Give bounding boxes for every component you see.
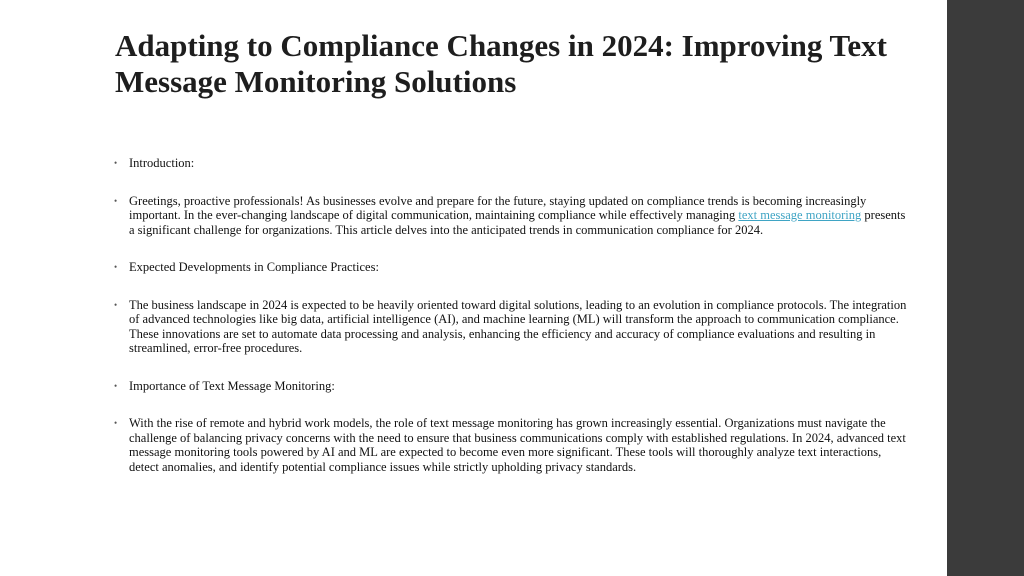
- text-message-monitoring-link[interactable]: text message monitoring: [738, 208, 862, 222]
- list-item: [114, 156, 914, 171]
- list-item: [114, 379, 914, 394]
- list-item-text: Expected Developments in Compliance Practices:: [129, 260, 379, 274]
- list-item: [114, 194, 914, 238]
- bullet-icon: •: [114, 262, 118, 272]
- bullet-icon: •: [114, 418, 118, 428]
- slide-bullet-list: [114, 156, 914, 497]
- bullet-icon: •: [114, 158, 118, 168]
- decorative-side-bar: [947, 0, 1024, 576]
- bullet-icon: •: [114, 195, 118, 206]
- list-item-text-after-link: presents a significant challenge for organizations. This article delves into the anticipated trends in communication compliance for 2024.: [129, 208, 906, 237]
- list-item-text: With the rise of remote and hybrid work models, the role of text message monitoring has grown increasingly essential. Organizations must navigate the challenge of balancing privacy concerns with the need to ensure that business communications comply with established regulations. In 2024, advanced text message monitoring tools powered by AI and ML are expected to become even more significant. These tools will thoroughly analyze text interactions, detect anomalies, and identify potential compliance issues while strictly upholding privacy standards.: [129, 416, 906, 474]
- bullet-icon: •: [114, 299, 118, 310]
- slide-title: Adapting to Compliance Changes in 2024: Improving Text Message Monitoring Solutions: [115, 28, 887, 99]
- list-item: [114, 260, 914, 275]
- list-item-text: The business landscape in 2024 is expected to be heavily oriented toward digital solutions, leading to an evolution in compliance protocols. The integration of advanced technologies like big data, artificial intelligence (AI), and machine learning (ML) will transform the approach to communication compliance. These innovations are set to automate data processing and analysis, enhancing the efficiency and accuracy of compliance evaluations and resulting in streamlined, error-free procedures.: [129, 297, 907, 355]
- list-item-text: Importance of Text Message Monitoring:: [129, 378, 335, 393]
- list-item: [114, 298, 914, 356]
- list-item-text-before-link: Greetings, proactive professionals! As businesses evolve and prepare for the future, staying updated on compliance trends is becoming increasingly important. In the ever-changing landscape of digital communication, maintaining compliance while effectively managing: [129, 193, 867, 222]
- list-item-text: Introduction:: [129, 156, 195, 170]
- list-item: [114, 416, 914, 474]
- bullet-icon: •: [114, 380, 118, 391]
